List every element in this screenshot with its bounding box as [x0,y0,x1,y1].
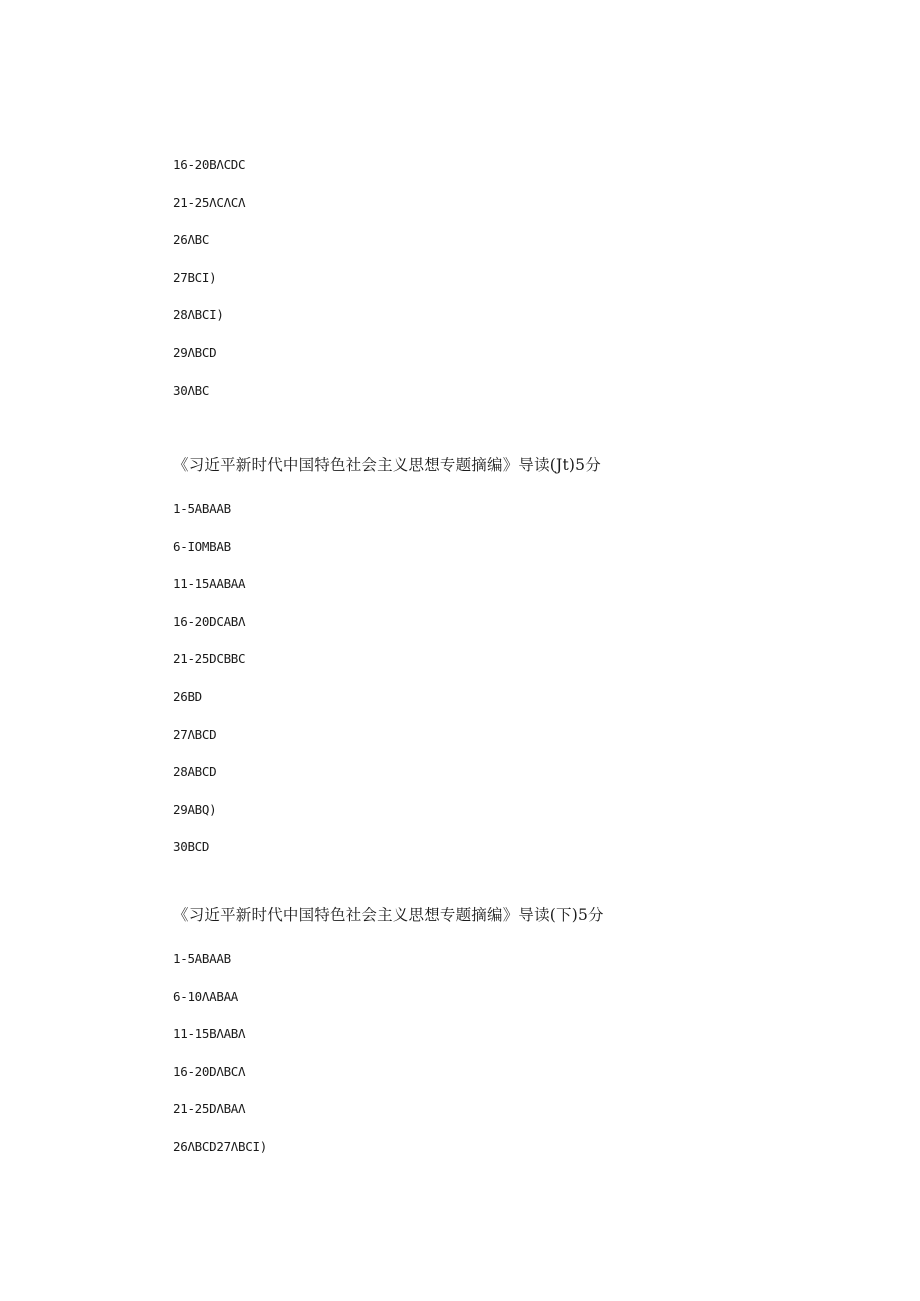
answer-line: 28ΛBCI) [173,307,224,323]
section-heading: 《习近平新时代中国特色社会主义思想专题摘编》导读(下)5分 [173,906,604,924]
answer-line: 21-25DΛBAΛ [173,1101,246,1117]
answer-line: 26ΛBCD27ΛBCI) [173,1138,267,1154]
answer-line: 11-15AABAA [173,576,246,592]
answer-line: 21-25DCBBC [173,651,246,667]
answer-section-upper [173,456,773,878]
answer-line: 21-25ΛCΛCΛ [173,194,246,210]
answer-line: 6-IOMBAB [173,538,231,554]
answer-section-lower [173,906,773,1178]
answer-line: 30ΛBC [173,382,210,398]
answer-line: 26ΛBC [173,232,210,248]
answer-line: 6-10ΛABAA [173,988,239,1004]
answer-section-continued [173,158,773,421]
answer-line: 11-15BΛABΛ [173,1026,246,1042]
section-heading: 《习近平新时代中国特色社会主义思想专题摘编》导读(Jt)5分 [173,456,601,474]
answer-line: 27ΛBCD [173,726,217,742]
answer-line: 26BD [173,688,202,704]
answer-line: 29ABQ) [173,801,217,817]
answer-line: 28ABCD [173,764,217,780]
answer-line: 16-20DCABΛ [173,613,246,629]
answer-line: 1-5ABAAB [173,951,231,966]
answer-line: 16-20BΛCDC [173,157,246,172]
answer-line: 1-5ABAAB [173,501,231,516]
answer-line: 29ΛBCD [173,344,217,360]
answer-line: 30BCD [173,839,210,855]
answer-line: 16-20DΛBCΛ [173,1063,246,1079]
answer-line: 27BCI) [173,269,217,285]
